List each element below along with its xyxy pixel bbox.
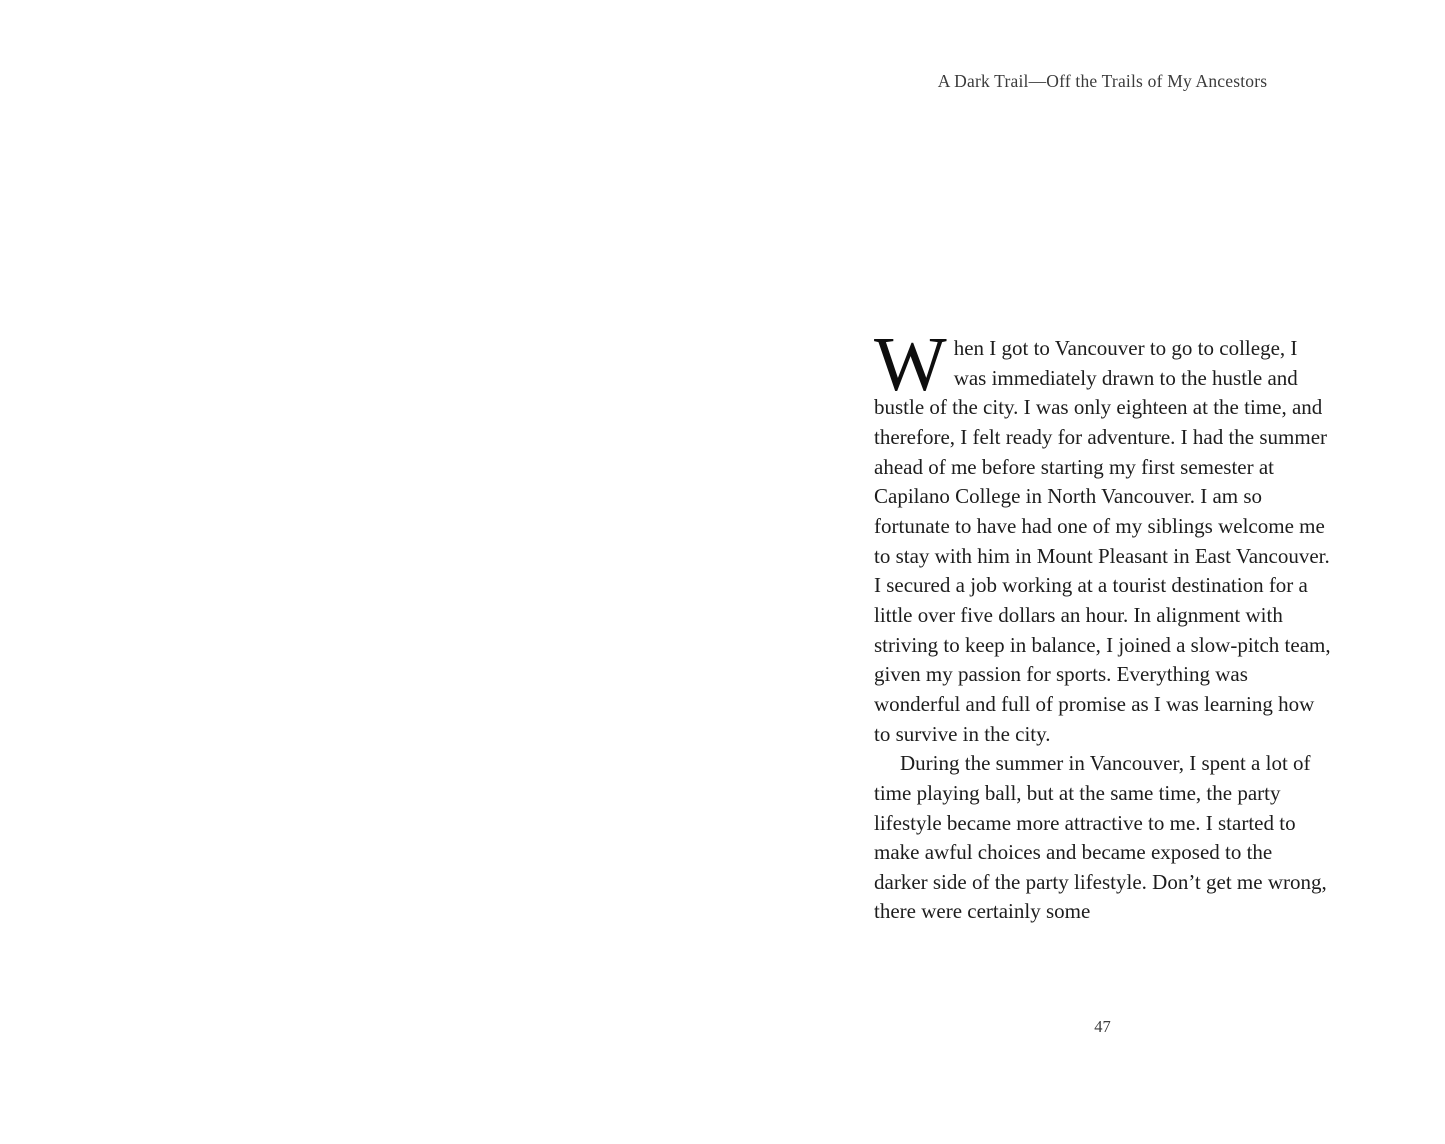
- paragraph-first: [874, 321, 1331, 749]
- drop-cap: W: [874, 321, 947, 407]
- paragraph-first-text: hen I got to Vancouver to go to college, I was immediately drawn to the hustle and bustle of the city. I was only eighteen at the time, and therefore, I felt ready for adventure. I had the summer ahead of me before starting my first semester at Capilano College in North Vancouver. I am so fortunate to have had one of my siblings welcome me to stay with him in Mount Pleasant in East Vancouver. I secured a job working at a tourist destination for a little over five dollars an hour. In alignment with striving to keep in balance, I joined a slow-pitch team, given my passion for sports. Everything was wonderful and full of promise as I was learning how to survive in the city.: [874, 336, 1331, 746]
- body-text: [874, 321, 1331, 927]
- paragraph-second: During the summer in Vancouver, I spent a lot of time playing ball, but at the same time, the party lifestyle became more attractive to me. I started to make awful choices and became exposed to the darker side of the party lifestyle. Don’t get me wrong, there were certainly some: [874, 751, 1327, 924]
- page-number: 47: [1094, 1017, 1111, 1036]
- running-header: A Dark Trail—Off the Trails of My Ancestors: [937, 71, 1268, 91]
- text-column: [874, 0, 1331, 1144]
